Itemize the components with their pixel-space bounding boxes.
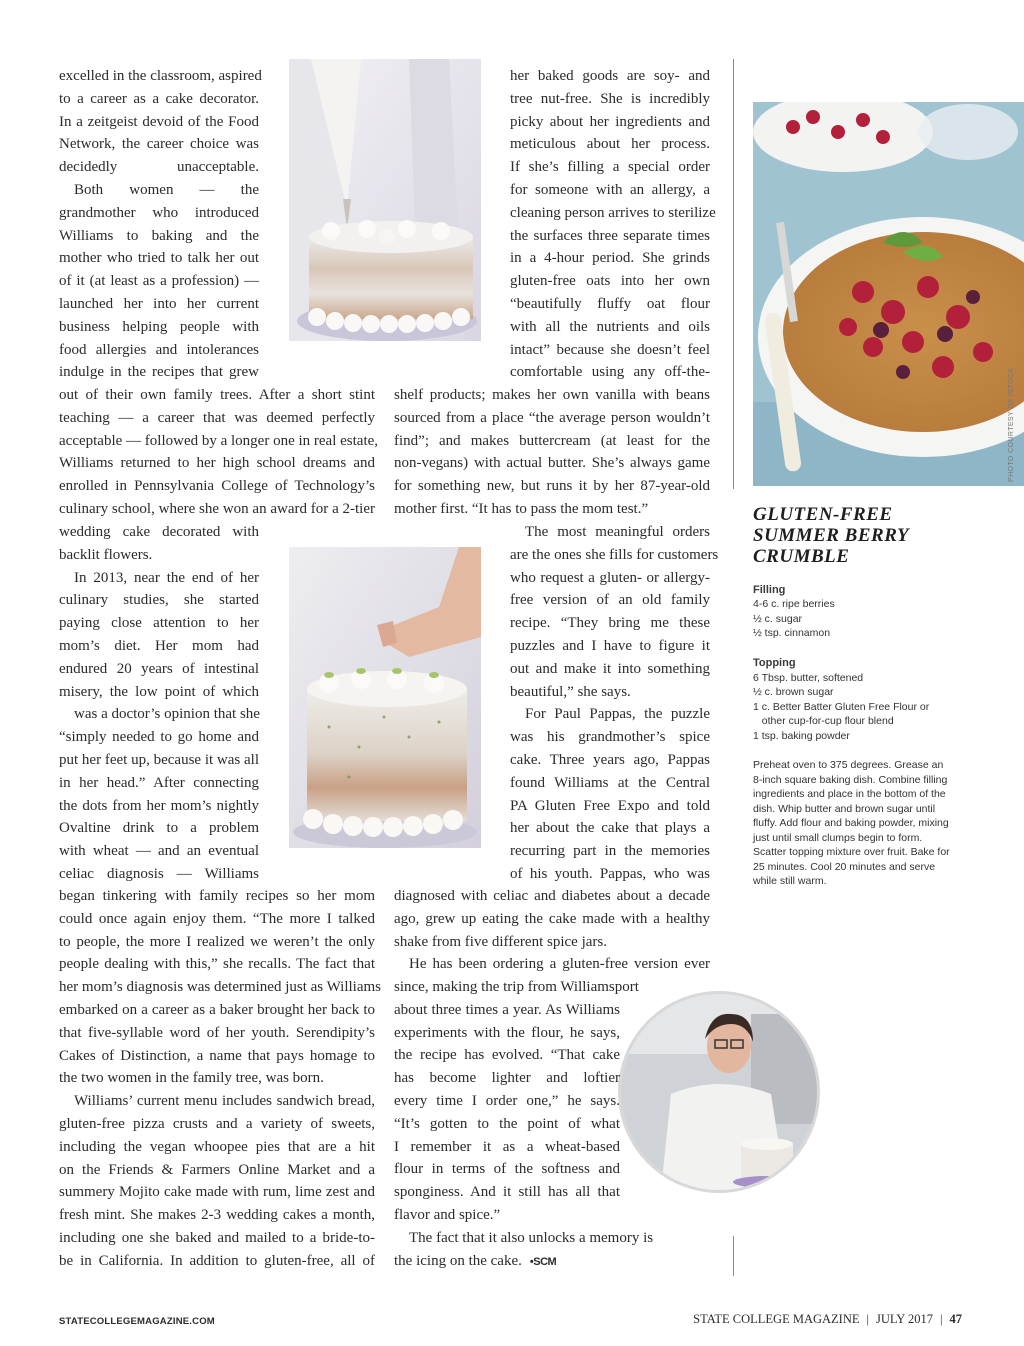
article-line: sponginess. And it still has all that: [394, 1184, 620, 1201]
article-line: puzzles and I have to figure it: [510, 638, 710, 654]
article-line: has become lighter and loftier: [394, 1070, 620, 1087]
article-line: was his grandmother’s spice: [510, 729, 710, 746]
article-line: grandmother who introduced: [59, 204, 259, 221]
article-line: wedding cake decorated with: [59, 524, 259, 540]
article-line: of it (at least as a profession) —: [59, 273, 259, 290]
article-line: picky about her ingredients and: [510, 113, 710, 130]
article-line: cake. Three years ago, Pappas: [510, 752, 710, 768]
article-line: on the Friends & Farmers Online Market and a: [59, 1161, 375, 1178]
recipe-title: [753, 504, 1003, 567]
article-line: If she’s filling a special order: [510, 159, 710, 176]
article-line: with wheat — and an eventual: [59, 843, 259, 860]
article-line: tree nut-free. She is incredibly: [510, 90, 710, 107]
article-line: was a doctor’s opinion that she: [74, 706, 260, 723]
instructions-line: Scatter topping mixture over fruit. Bake for: [753, 846, 950, 858]
end-mark: •SCM: [529, 1255, 557, 1268]
article-line: embarked on a career as a baker brought her back to: [59, 1002, 375, 1018]
article-line: endured 20 years of intestinal: [59, 660, 259, 677]
recipe-title-line-2: SUMMER BERRY: [753, 525, 910, 546]
article-line: for something new, but runs it by her 87-year-old: [394, 478, 710, 495]
article-line: of his youth. Pappas, who was: [510, 866, 710, 882]
berry-crumble-illustration: [753, 102, 1024, 486]
article-line: shake from five different spice jars.: [394, 933, 607, 950]
filling-item: ½ tsp. cinnamon: [753, 627, 831, 639]
instructions-line: 25 minutes. Cool 20 minutes and serve: [753, 861, 936, 873]
article-line: are the ones she fills for customers: [510, 546, 719, 563]
article-line: that five-syllable word of her youth. Serendipity’s: [59, 1024, 375, 1041]
column-divider-top: [733, 59, 734, 489]
article-line: shelf products; makes her own vanilla with beans: [394, 387, 710, 403]
footer-issue: JULY 2017: [876, 1312, 933, 1326]
article-line: since, making the trip from Williamsport: [394, 979, 639, 995]
article-line: the dots from her mom’s nightly: [59, 797, 259, 814]
footer-page-number: 47: [949, 1312, 962, 1326]
topping-item: other cup-for-cup flour blend: [753, 715, 894, 727]
article-line: decidedly unacceptable.: [59, 159, 259, 176]
topping-heading: Topping: [753, 657, 796, 669]
instructions-line: just until small clumps begin to form.: [753, 832, 923, 844]
article-line: teaching — a career that was deemed perfectly: [59, 409, 375, 426]
column-divider-bottom: [733, 1236, 734, 1276]
article-line: indulge in the recipes that grew: [59, 364, 259, 381]
article-line: mother who tried to talk her out: [59, 250, 259, 267]
baker-portrait-illustration: [621, 994, 817, 1190]
article-line: In a zeitgeist devoid of the Food: [59, 113, 259, 130]
article-line: flavor and spice.”: [394, 1207, 501, 1223]
article-line: recurring part in the memories: [510, 843, 710, 860]
article-line: put her feet up, because it was all: [59, 752, 259, 768]
filling-item: ½ c. sugar: [753, 613, 803, 625]
article-line: be in California. In addition to gluten-free, all of: [59, 1252, 375, 1269]
article-line: acceptable — followed by a longer one in real estate,: [59, 432, 379, 449]
article-line: free version of an old family: [510, 592, 710, 609]
article-line: culinary studies, she started: [59, 592, 259, 609]
article-line: backlit flowers.: [59, 546, 153, 563]
article-line: enrolled in Pennsylvania College of Technology’s: [59, 478, 375, 495]
article-line: Williams returned to her high school dreams and: [59, 455, 375, 472]
photo-credit: PHOTO COURTESY OF ISTOCK: [1008, 367, 1015, 482]
article-line: her mom’s diagnosis was determined just as Williams: [59, 979, 381, 996]
article-line: The most meaningful orders: [525, 524, 710, 540]
article-line: began tinkering with family recipes so her mom: [59, 888, 375, 904]
article-line: celiac diagnosis — Williams: [59, 866, 259, 882]
article-line: experiments with the flour, he says,: [394, 1024, 620, 1041]
article-line: Williams’ current menu includes sandwich bread,: [74, 1093, 375, 1110]
article-line: with all the nutrients and oils: [510, 318, 710, 335]
article-line: non-vegans) with actual butter. She’s always game: [394, 455, 710, 472]
article-line: for someone with an allergy, a: [510, 182, 710, 198]
article-line: The fact that it also unlocks a memory is: [409, 1229, 654, 1246]
article-line: In 2013, near the end of her: [74, 569, 259, 586]
topping-item: 1 c. Better Batter Gluten Free Flour or: [753, 701, 930, 713]
article-line: to people, the more I realized we weren’t the only: [59, 933, 375, 950]
recipe-title-line-3: CRUMBLE: [753, 546, 850, 567]
article-line: to a career as a cake decorator.: [59, 90, 259, 107]
article-line: find”; and makes buttercream (at least for the: [394, 432, 710, 449]
instructions-line: fluffy. Add flour and baking powder, mixing: [753, 817, 949, 829]
article-line: the recipe has evolved. “That cake: [394, 1047, 620, 1064]
article-line: people dealing with this,” she recalls. The fact that: [59, 956, 375, 973]
article-line: launched her into her current: [59, 296, 259, 312]
instructions-line: dish. Whip butter and brown sugar until: [753, 803, 936, 815]
article-line: mom’s diet. Her mom had: [59, 638, 259, 654]
topping-item: ½ c. brown sugar: [753, 686, 834, 698]
article-line: excelled in the classroom, aspired: [59, 68, 262, 84]
footer-separator: |: [866, 1312, 870, 1326]
article-line: PA Gluten Free Expo and told: [510, 797, 710, 814]
article-line: misery, the low point of which: [59, 683, 259, 700]
article-line: her baked goods are soy- and: [510, 68, 710, 84]
article-line: could once again enjoy them. “The more I talked: [59, 910, 375, 927]
cake-garnish-photo: [289, 547, 481, 848]
footer-magazine: STATE COLLEGE MAGAZINE: [693, 1312, 860, 1326]
topping-item: 1 tsp. baking powder: [753, 730, 850, 742]
article-line: “It’s gotten to the point of what: [394, 1115, 620, 1132]
article-line: paying close attention to her: [59, 615, 259, 632]
instructions-line: 8-inch square baking dish. Combine filling: [753, 774, 948, 786]
article-line: every time I order one,” he says.: [394, 1093, 620, 1109]
instructions-line: while still warm.: [753, 875, 827, 887]
article-line: Both women — the: [74, 182, 259, 198]
article-line: recipe. “They bring me these: [510, 615, 710, 632]
article-line: “simply needed to go home and: [59, 729, 259, 746]
article-line: intact” because she doesn’t feel: [510, 341, 710, 358]
article-line: food allergies and intolerances: [59, 341, 259, 358]
berry-crumble-photo: [753, 102, 1024, 486]
article-line: ago, grew up eating the cake made with a healthy: [394, 910, 710, 927]
instructions-line: Preheat oven to 375 degrees. Grease an: [753, 759, 944, 771]
article-line: the icing on the cake. •SCM: [394, 1252, 557, 1269]
article-line: Williams to baking and the: [59, 227, 259, 244]
article-line: including the vegan whoopee pies that are a hit: [59, 1138, 375, 1155]
article-line: in a 4-hour period. She grinds: [510, 250, 710, 267]
article-line: her about the cake that plays a: [510, 820, 710, 837]
article-line: the two women in the family tree, was born.: [59, 1070, 324, 1087]
cake-piping-photo: [289, 59, 481, 341]
article-line: in her head.” After connecting: [59, 774, 259, 791]
article-line: diagnosed with celiac and diabetes about a decade: [394, 888, 710, 904]
topping-item: 6 Tbsp. butter, softened: [753, 672, 864, 684]
baker-portrait-photo: [621, 994, 817, 1190]
article-line: beautiful,” she says.: [510, 683, 631, 700]
article-line: Ovaltine drink to a problem: [59, 820, 259, 837]
filling-item: 4-6 c. ripe berries: [753, 598, 835, 610]
article-line: cleaning person arrives to sterilize: [510, 204, 716, 221]
cake-garnish-illustration: [289, 547, 481, 848]
article-line: Network, the career choice was: [59, 136, 259, 153]
article-line: summery Mojito cake made with rum, lime zest and: [59, 1184, 375, 1201]
article-line: gluten-free pizza crusts and a variety of sweets,: [59, 1116, 375, 1132]
article-line: “beautifully fluffy oat flour: [510, 296, 710, 312]
instructions-line: ingredients and place in the bottom of the: [753, 788, 946, 800]
article-line: mother first. “It has to pass the mom test.”: [394, 501, 649, 517]
article-line: the surfaces three separate times: [510, 227, 710, 244]
article-line: I remember it as a wheat-based: [394, 1138, 620, 1155]
article-line: Cakes of Distinction, a name that pays homage to: [59, 1047, 375, 1064]
filling-heading: Filling: [753, 584, 786, 596]
article-line: out and make it into something: [510, 660, 710, 677]
article-line: gluten-free oats into her own: [510, 273, 710, 290]
article-line: meticulous about her process.: [510, 136, 710, 153]
article-line: fresh mint. She makes 2-3 wedding cakes a month,: [59, 1207, 375, 1224]
article-line: comfortable using any off-the-: [510, 364, 710, 381]
article-line: who request a gluten- or allergy-: [510, 569, 710, 586]
article-line: For Paul Pappas, the puzzle: [525, 706, 710, 723]
footer-folio: [693, 1312, 962, 1327]
article-line: found Williams at the Central: [510, 774, 710, 791]
article-line: flour in terms of the softness and: [394, 1161, 620, 1178]
recipe-title-line-1: GLUTEN-FREE: [753, 504, 893, 525]
article-line: about three times a year. As Williams: [394, 1001, 620, 1018]
cake-piping-illustration: [289, 59, 481, 341]
article-line: out of their own family trees. After a short stint: [59, 387, 375, 403]
footer-website: STATECOLLEGEMAGAZINE.COM: [59, 1316, 215, 1327]
footer-separator: |: [939, 1312, 943, 1326]
article-line: culinary school, where she won an award for a 2-tier: [59, 501, 375, 517]
article-line: business helping people with: [59, 318, 259, 335]
article-line: He has been ordering a gluten-free version ever: [409, 956, 710, 973]
article-line: sourced from a place “the average person wouldn’t: [394, 409, 710, 426]
article-line: including one she baked and mailed to a bride-to-: [59, 1230, 375, 1246]
